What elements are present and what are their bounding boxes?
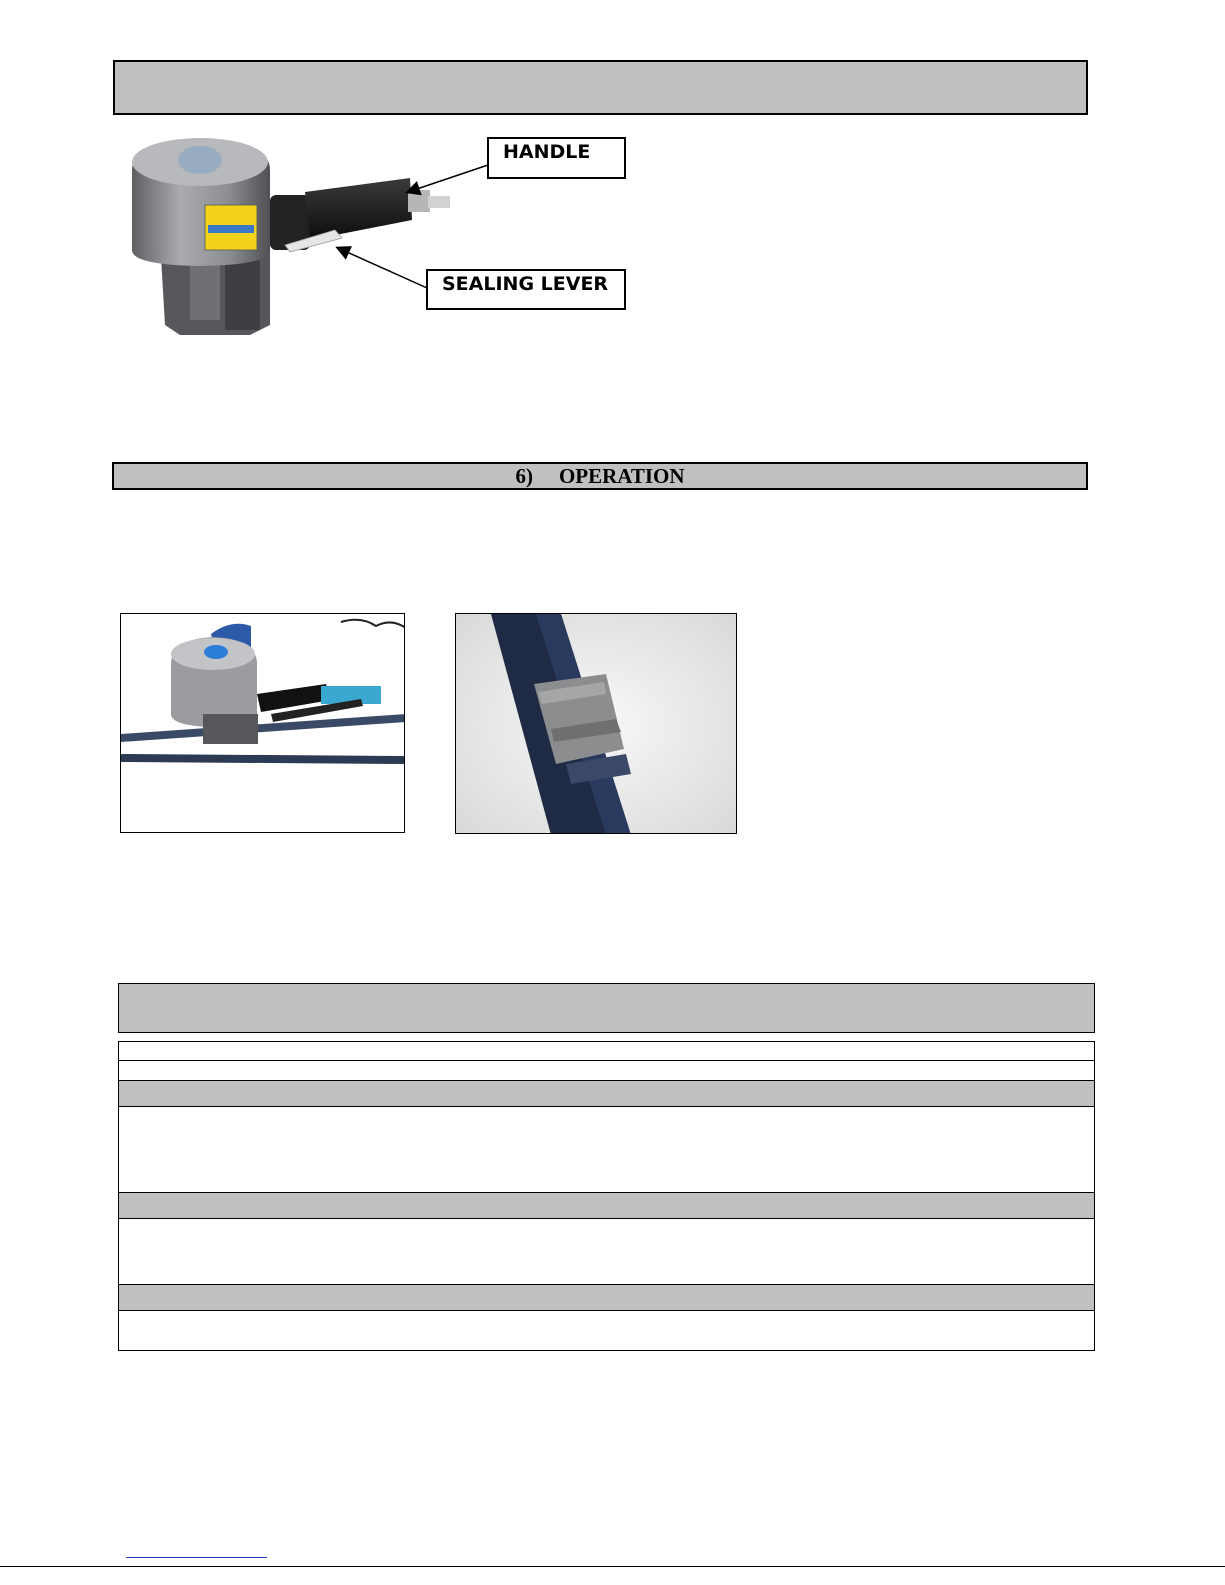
table-row — [118, 1219, 1095, 1285]
table-row — [118, 1285, 1095, 1311]
section-header — [112, 462, 1088, 490]
table-row — [118, 1311, 1095, 1351]
section-title: OPERATION — [558, 464, 685, 488]
lower-header-bar — [118, 983, 1095, 1033]
sealing-lever-callout: SEALING LEVER — [426, 269, 626, 310]
table-row — [118, 1081, 1095, 1107]
handle-callout: HANDLE — [487, 137, 626, 179]
lower-table — [118, 1041, 1095, 1351]
operation-photo-tool-on-strap — [120, 613, 405, 833]
table-row — [118, 1061, 1095, 1081]
section-number: 6) — [515, 464, 533, 488]
table-row — [118, 1107, 1095, 1193]
footer-rule — [0, 1566, 1225, 1567]
operation-photo-sealed-strap — [455, 613, 737, 834]
footer-link[interactable] — [126, 1557, 267, 1558]
table-row — [118, 1193, 1095, 1219]
table-row — [118, 1041, 1095, 1061]
